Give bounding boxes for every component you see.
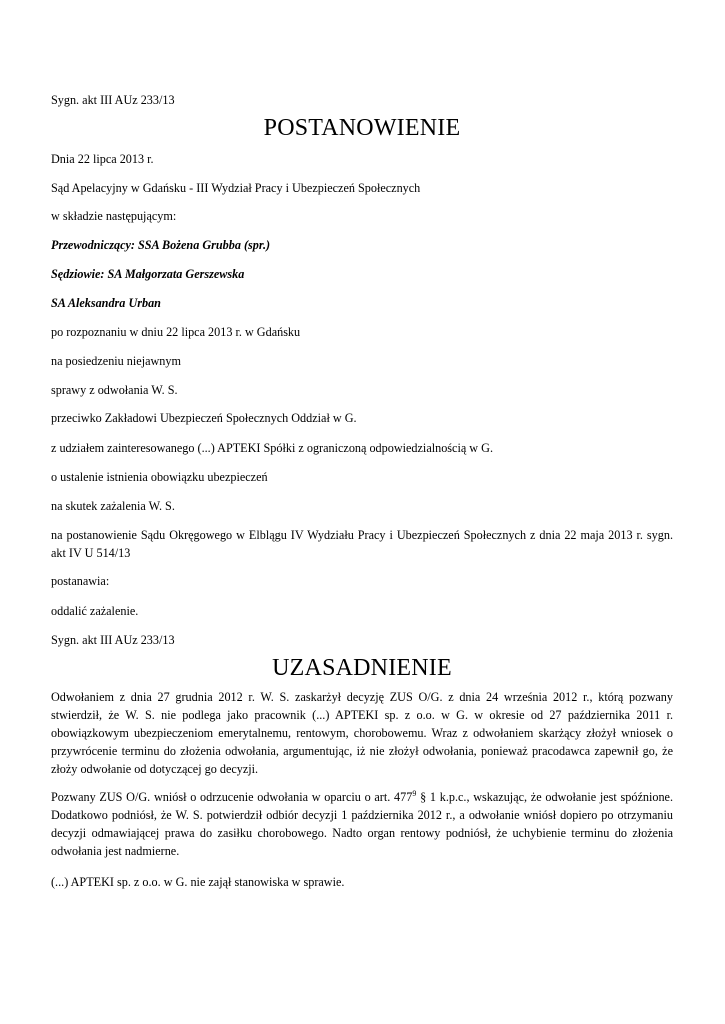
- justification-paragraph-2: [51, 788, 673, 860]
- judges-line-1: Sędziowie: SA Małgorzata Gerszewska: [51, 267, 245, 281]
- case-description: sprawy z odwołania W. S.: [51, 383, 178, 397]
- resolves-label: postanawia:: [51, 574, 110, 588]
- composition-intro: w składzie następującym:: [51, 209, 177, 223]
- respondent: przeciwko Zakładowi Ubezpieczeń Społecznych Oddział w G.: [51, 411, 357, 425]
- article-superscript: 9: [412, 788, 417, 798]
- decision-date: Dnia 22 lipca 2013 r.: [51, 152, 154, 166]
- interested-party: z udziałem zainteresowanego (...) APTEKI Spółki z ograniczoną odpowiedzialnością w G.: [51, 441, 493, 455]
- hearing-info: po rozpoznaniu w dniu 22 lipca 2013 r. w Gdańsku: [51, 325, 301, 339]
- contested-decision: na postanowienie Sądu Okręgowego w Elblągu IV Wydziału Pracy i Ubezpieczeń Społecznych z dnia 22 maja 2013 r. sygn. akt IV U 514/13: [51, 528, 673, 560]
- court-name: Sąd Apelacyjny w Gdańsku - III Wydział Pracy i Ubezpieczeń Społecznych: [51, 181, 421, 195]
- case-signature-2: Sygn. akt III AUz 233/13: [51, 633, 175, 647]
- case-signature: Sygn. akt III AUz 233/13: [51, 93, 175, 107]
- judges-line-2: SA Aleksandra Urban: [51, 296, 161, 310]
- document-title: POSTANOWIENIE: [263, 115, 461, 141]
- session-type: na posiedzeniu niejawnym: [51, 354, 181, 368]
- justification-paragraph-3: (...) APTEKI sp. z o.o. w G. nie zajął stanowiska w sprawie.: [51, 875, 345, 889]
- paragraph-2-rest: § 1 k.p.c., wskazując, że odwołanie jest spóźnione. Dodatkowo podniósł, że W. S. potwierdził odbiór decyzji 1 października 2012 r., a odwołanie wniósł dopiero po otrzymaniu decyzji odmawiającej prawa do zasiłku chorobowego. Nadto organ rentowy podniósł, że uchybienie terminu do złożenia odwołania jest nadmierne.: [51, 790, 673, 858]
- appeal-info: na skutek zażalenia W. S.: [51, 499, 175, 513]
- presiding-judge: Przewodniczący: SSA Bożena Grubba (spr.): [51, 238, 271, 252]
- case-subject: o ustalenie istnienia obowiązku ubezpieczeń: [51, 470, 268, 484]
- justification-title: UZASADNIENIE: [272, 655, 452, 681]
- justification-paragraph-1: Odwołaniem z dnia 27 grudnia 2012 r. W. S. zaskarżył decyzję ZUS O/G. z dnia 24 września 2012 r., którą pozwany stwierdził, że W. S. nie podlega jako pracownik (...) APTEKI sp. z o.o. w G. w okresie od 27 października 2011 r. obowiązkowym ubezpieczeniom emerytalnemu, rentowym, chorobowemu. Wraz z odwołaniem skarżący złożył wniosek o przywrócenie terminu do złożenia odwołania, argumentując, iż nie złożył odwołania, ponieważ pracodawca zapewnił go, że złoży odwołanie od dotyczącej go decyzji.: [51, 690, 673, 776]
- ruling: oddalić zażalenie.: [51, 604, 139, 618]
- paragraph-2-start: Pozwany ZUS O/G. wniósł o odrzucenie odwołania w oparciu o art. 477: [51, 790, 413, 804]
